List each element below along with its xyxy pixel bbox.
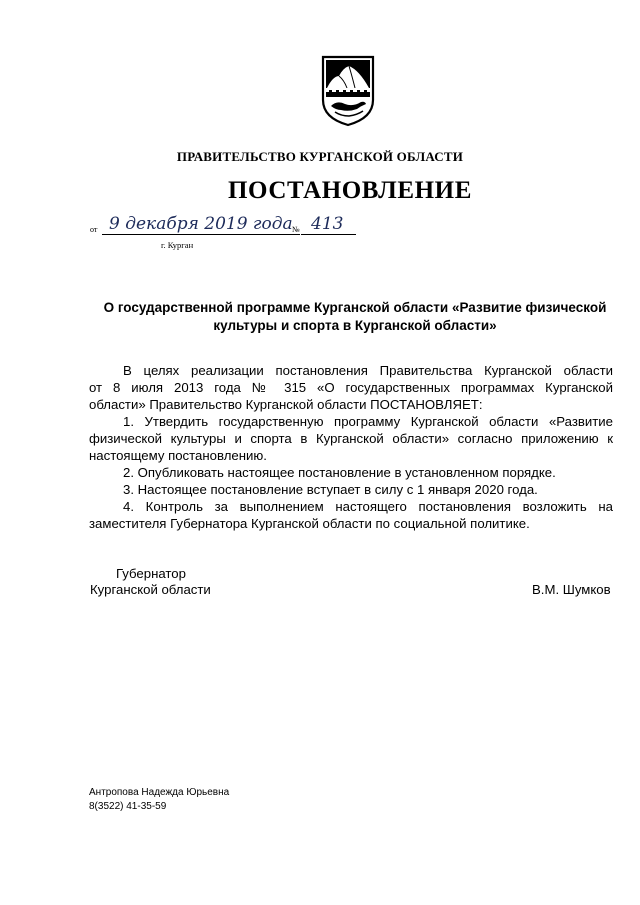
item-3: 3. Настоящее постановление вступает в силу с 1 января 2020 года. xyxy=(123,482,538,497)
handwritten-number: 413 xyxy=(311,214,344,234)
intro-line-2: от 8 июля 2013 года № 315 «О государственных программах Курганской xyxy=(89,380,613,395)
city-label: г. Курган xyxy=(161,240,194,250)
handwritten-date: 9 декабря 2019 года xyxy=(109,214,293,234)
document-subject xyxy=(95,299,615,335)
date-underline xyxy=(102,234,300,235)
intro-line-3: области» Правительство Курганской области ПОСТАНОВЛЯЕТ: xyxy=(89,397,483,412)
number-prefix: № xyxy=(292,225,300,234)
item-4-line-1: 4. Контроль за выполнением настоящего постановления возложить на xyxy=(123,499,613,514)
subject-line-2: культуры и спорта в Курганской области» xyxy=(213,318,497,333)
item-4-line-2: заместителя Губернатора Курганской области по социальной политике. xyxy=(89,516,530,531)
item-1-line-1: 1. Утвердить государственную программу Курганской области «Развитие xyxy=(123,414,613,429)
contact-person: Антропова Надежда Юрьевна xyxy=(89,787,230,798)
intro-line-1: В целях реализации постановления Правительства Курганской области xyxy=(123,363,613,378)
subject-line-1: О государственной программе Курганской области «Развитие физической xyxy=(103,300,607,315)
contact-block xyxy=(89,786,229,814)
kurgan-coat-of-arms-icon xyxy=(319,54,377,128)
signatory-title: Губернатор xyxy=(116,566,186,581)
document-type-title: ПОСТАНОВЛЕНИЕ xyxy=(227,177,473,204)
item-1-line-3: настоящему постановлению. xyxy=(89,448,267,463)
number-underline xyxy=(301,234,356,235)
contact-phone: 8(3522) 41-35-59 xyxy=(89,801,167,812)
signatory-name: В.М. Шумков xyxy=(532,582,611,597)
date-number-line xyxy=(90,216,390,256)
item-2: 2. Опубликовать настоящее постановление в установленном порядке. xyxy=(123,465,556,480)
signatory-region: Курганской области xyxy=(90,582,211,597)
government-title: ПРАВИТЕЛЬСТВО КУРГАНСКОЙ ОБЛАСТИ xyxy=(176,149,464,164)
date-from-prefix: от xyxy=(90,225,98,234)
item-1-line-2: физической культуры и спорта в Курганской области» согласно приложению к xyxy=(89,431,613,446)
